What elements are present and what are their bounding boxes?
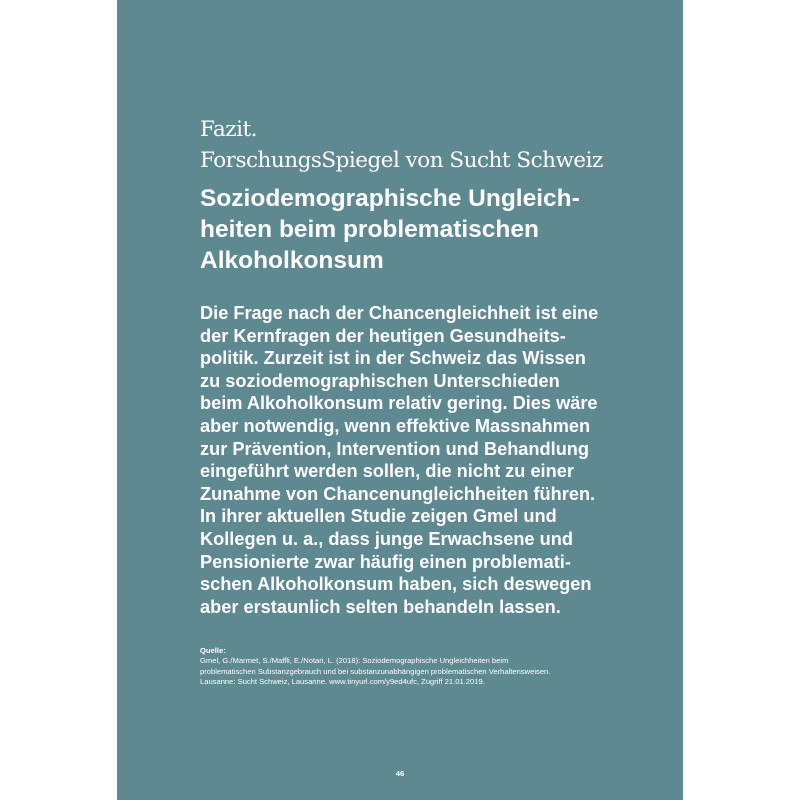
body-line: Zunahme von Chancenungleichheiten führen.	[200, 483, 596, 504]
body-line: politik. Zurzeit ist in der Schweiz das Wissen	[200, 348, 586, 369]
body-line: Kollegen u. a., dass junge Erwachsene und	[200, 528, 573, 549]
source-label: Quelle:	[200, 646, 226, 655]
body-line: zu soziodemographischen Unterschieden	[200, 370, 560, 391]
source-citation	[200, 646, 670, 687]
kicker-line-fazit: Fazit.	[200, 117, 257, 142]
source-line: problematischen Substanzgebrauch und bei substanzunabhängigen problematischen Verhaltensweisen.	[200, 666, 551, 676]
body-line: der Kernfragen der heutigen Gesundheits-	[200, 325, 566, 346]
body-line: aber notwendig, wenn effektive Massnahmen	[200, 415, 591, 436]
body-line: beim Alkoholkonsum relativ gering. Dies wäre	[200, 393, 598, 414]
page-number: 46	[395, 769, 405, 778]
body-line: aber erstaunlich selten behandeln lassen.	[200, 596, 561, 617]
kicker	[200, 114, 670, 176]
document-page	[117, 0, 683, 800]
body-line: Die Frage nach der Chancengleichheit ist eine	[200, 303, 599, 323]
body-text	[200, 302, 640, 618]
body-line: eingeführt werden sollen, die nicht zu einer	[200, 461, 574, 482]
body-line: In ihrer aktuellen Studie zeigen Gmel und	[200, 506, 557, 527]
title-line: Soziodemographische Ungleich-	[200, 185, 580, 212]
body-line: schen Alkoholkonsum haben, sich deswegen	[200, 574, 592, 595]
source-line: Gmel, G./Marmet, S./Maffli, E./Notari, L. (2018): Soziodemographische Ungleichheiten beim	[200, 656, 509, 666]
body-line: zur Prävention, Intervention und Behandlung	[200, 438, 590, 459]
source-line: Lausanne: Sucht Schweiz, Lausanne. www.tinyurl.com/y9ed4ufc, Zugriff 21.01.2019.	[200, 676, 485, 686]
body-line: Pensionierte zwar häufig einen problemati-	[200, 551, 571, 572]
page-title	[200, 183, 660, 276]
title-line: Alkoholkonsum	[200, 247, 384, 274]
kicker-line-publication: ForschungsSpiegel von Sucht Schweiz	[200, 148, 603, 173]
title-line: heiten beim problematischen	[200, 216, 539, 243]
